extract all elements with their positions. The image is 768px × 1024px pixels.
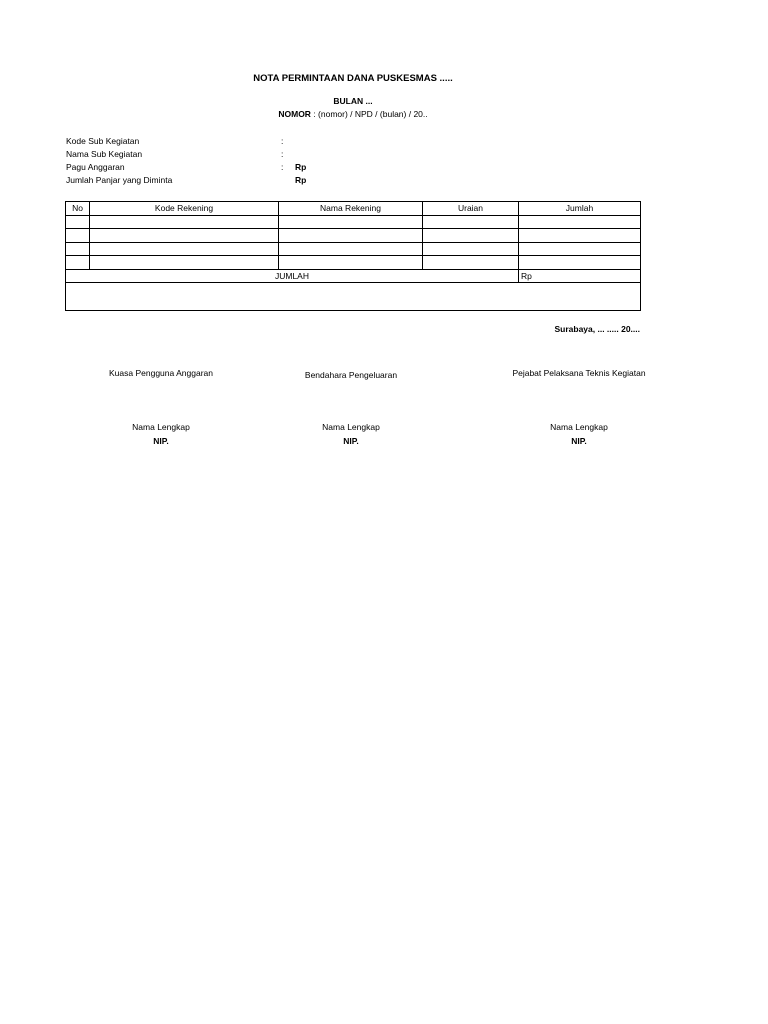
table-cell[interactable] bbox=[279, 256, 423, 270]
column-header-kode-rekening: Kode Rekening bbox=[90, 202, 279, 216]
table-cell[interactable] bbox=[423, 256, 519, 270]
signer-name-3: Nama Lengkap bbox=[550, 422, 608, 432]
table-header-row bbox=[66, 202, 641, 216]
table-row bbox=[66, 242, 641, 256]
table-row bbox=[66, 229, 641, 243]
table-cell[interactable] bbox=[90, 215, 279, 229]
table-total-row bbox=[66, 269, 641, 283]
table-cell[interactable] bbox=[66, 229, 90, 243]
total-label: JUMLAH bbox=[66, 269, 519, 283]
table-cell[interactable] bbox=[279, 229, 423, 243]
info-colon-pagu-anggaran: : bbox=[281, 162, 284, 172]
column-header-nama-rekening: Nama Rekening bbox=[279, 202, 423, 216]
signer-nip-2: NIP. bbox=[343, 436, 359, 446]
signer-role-pejabat-pelaksana: Pejabat Pelaksana Teknis Kegiatan bbox=[512, 368, 646, 378]
column-header-uraian: Uraian bbox=[423, 202, 519, 216]
table-cell[interactable] bbox=[90, 242, 279, 256]
total-value[interactable]: Rp bbox=[519, 269, 641, 283]
info-label-kode-sub-kegiatan: Kode Sub Kegiatan bbox=[66, 136, 140, 146]
info-value-pagu-anggaran: Rp bbox=[295, 162, 307, 172]
document-title: NOTA PERMINTAAN DANA PUSKESMAS ..... bbox=[253, 73, 453, 84]
info-label-jumlah-panjar: Jumlah Panjar yang Diminta bbox=[66, 175, 173, 185]
table-cell[interactable] bbox=[66, 256, 90, 270]
table-cell[interactable] bbox=[423, 242, 519, 256]
number-value: : (nomor) / NPD / (bulan) / 20.. bbox=[310, 109, 428, 119]
info-label-nama-sub-kegiatan: Nama Sub Kegiatan bbox=[66, 149, 143, 159]
info-colon-nama-sub-kegiatan: : bbox=[281, 149, 284, 159]
info-label-pagu-anggaran: Pagu Anggaran bbox=[66, 162, 125, 172]
request-table bbox=[65, 201, 641, 311]
number-label: NOMOR bbox=[278, 109, 311, 119]
month-line: BULAN ... bbox=[333, 96, 373, 106]
signer-role-kuasa-pengguna-anggaran: Kuasa Pengguna Anggaran bbox=[109, 368, 213, 378]
table-cell[interactable] bbox=[519, 229, 641, 243]
table-cell[interactable] bbox=[90, 256, 279, 270]
signer-name-1: Nama Lengkap bbox=[132, 422, 190, 432]
table-cell[interactable] bbox=[423, 215, 519, 229]
signer-name-2: Nama Lengkap bbox=[322, 422, 380, 432]
table-row bbox=[66, 215, 641, 229]
number-line bbox=[0, 109, 706, 119]
table-cell[interactable] bbox=[519, 215, 641, 229]
table-cell[interactable] bbox=[279, 242, 423, 256]
table-cell[interactable] bbox=[66, 242, 90, 256]
table-cell[interactable] bbox=[279, 215, 423, 229]
signer-nip-3: NIP. bbox=[571, 436, 587, 446]
table-cell[interactable] bbox=[519, 242, 641, 256]
info-colon-kode-sub-kegiatan: : bbox=[281, 136, 284, 146]
column-header-no: No bbox=[66, 202, 90, 216]
table-notes-row bbox=[66, 283, 641, 311]
table-cell[interactable] bbox=[519, 256, 641, 270]
table-cell[interactable] bbox=[90, 229, 279, 243]
place-date: Surabaya, ... ..... 20.... bbox=[554, 324, 640, 334]
column-header-jumlah: Jumlah bbox=[519, 202, 641, 216]
table-row bbox=[66, 256, 641, 270]
table-cell[interactable] bbox=[423, 229, 519, 243]
info-value-jumlah-panjar: Rp bbox=[295, 175, 307, 185]
signer-nip-1: NIP. bbox=[153, 436, 169, 446]
notes-cell[interactable] bbox=[66, 283, 641, 311]
signer-role-bendahara-pengeluaran: Bendahara Pengeluaran bbox=[304, 370, 398, 380]
table-cell[interactable] bbox=[66, 215, 90, 229]
